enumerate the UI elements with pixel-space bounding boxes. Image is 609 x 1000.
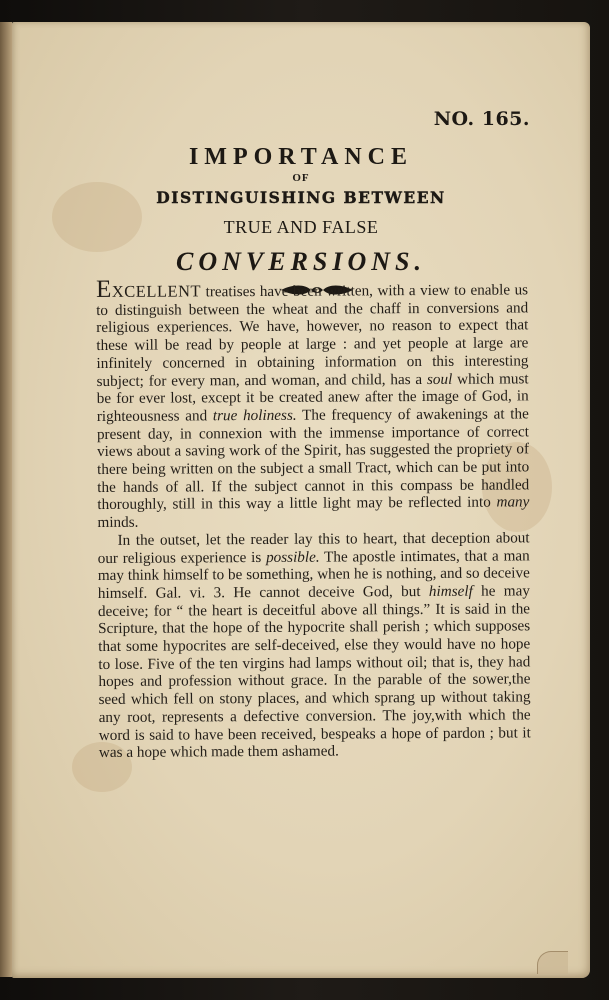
- text-span: treatises have been written, with a view to enable us to distinguish between the wheat and the chaff in conversions and religious experiences. We have, however, no reason to expect that these will be read by people at large : and yet people at large are infinitely concerned in obtaining information on this interesting subject; for every man, and woman, and child, has a: [96, 281, 529, 390]
- italic-span: soul: [426, 370, 453, 388]
- title-conversions: CONVERSIONS.: [175, 247, 426, 276]
- text-span: In the outset, let the reader lay this to heart, that deception about our religious experience is: [97, 529, 530, 567]
- italic-span: many: [496, 493, 530, 511]
- text-span: minds.: [97, 513, 139, 532]
- small-caps-word: XCELLENT: [111, 281, 202, 301]
- italic-span: possible.: [265, 548, 320, 566]
- text-span: The frequency of awakenings at the present day, in connexion with the immense importance of correct views about a saving work of the Spirit, has suggested the propriety of there being written on the subject a small Tract, which can be put into the hands of all. If the subject cannot in this compass be handled thoroughly, still in this way a little light may be reflected into: [96, 405, 530, 514]
- text-span: which must be for ever lost, except it be created anew after the image of God, in righteousness and: [96, 369, 529, 425]
- drop-capital: E: [95, 275, 112, 303]
- title-true-and-false: TRUE AND FALSE: [223, 217, 379, 237]
- tract-number: NO. 165.: [433, 108, 530, 130]
- title-of: OF: [292, 172, 310, 184]
- italic-span: true holiness.: [212, 406, 297, 425]
- title-distinguishing-between: DISTINGUISHING BETWEEN: [156, 188, 446, 207]
- page-corner-curl: [537, 951, 568, 974]
- paragraph-2: [98, 529, 531, 762]
- text-span: he may deceive; for “ the heart is deceitful above all things.” It is said in the Scripture, that the hope of the hypocrite shall perish ; which supposes that some hypocrites are self-deceived, else they would have no hope to lose. Five of the ten virgins had lamps without oil; that is, they had hopes and profession without grace. In the parable of the sower,the seed which fell on stony places, and which sprang up without taking any root, represents a defective conversion. The joy,with which the word is said to have been received, bespeaks a hope of pardon ; but it was a hope which made them ashamed.: [97, 582, 531, 762]
- italic-span: himself: [428, 582, 473, 600]
- tract-body: [95, 275, 531, 762]
- title-importance: IMPORTANCE: [188, 144, 414, 170]
- previous-page-edge: [0, 22, 12, 977]
- text-span: The apostle intimates, that a man may think himself to be something, when he is nothing, and so deceive himself. Gal. vi. 3. He cannot deceive God, but: [97, 546, 530, 602]
- paragraph-1: [95, 275, 530, 532]
